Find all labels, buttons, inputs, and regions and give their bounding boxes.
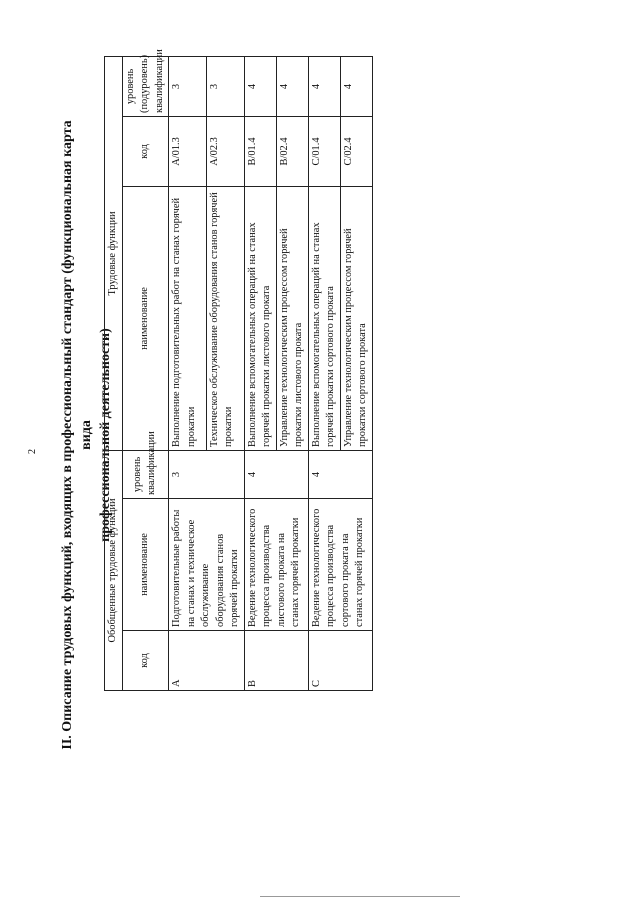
header-generalized: Обобщенные трудовые функции <box>105 450 123 690</box>
function-name: Управление технологическим процессом горячей прокатки листового проката <box>276 186 308 450</box>
function-level: 4 <box>276 56 308 116</box>
header-function-name: наименование <box>122 186 169 450</box>
section-title-line-2: профессиональной деятельности) <box>98 328 113 542</box>
function-code: B/01.4 <box>244 116 276 186</box>
function-code: A/02.3 <box>206 116 244 186</box>
header-labor-functions: Трудовые функции <box>105 56 123 450</box>
gen-name: Подготовительные работы на станах и техническое обслуживание оборудования станов горячей прокатки <box>169 499 245 631</box>
table-row <box>169 56 207 690</box>
table-row <box>244 56 276 690</box>
gen-code: A <box>169 631 245 691</box>
header-function-level: уровень (подуровень) квалификации <box>122 56 169 116</box>
function-name: Выполнение вспомогательных операций на станах горячей прокатки листового проката <box>244 186 276 450</box>
function-level: 3 <box>169 56 207 116</box>
functional-map-table <box>104 49 373 691</box>
function-code: A/01.3 <box>169 116 207 186</box>
header-row-2 <box>122 56 169 690</box>
function-name: Выполнение подготовительных работ на станах горячей прокатки <box>169 186 207 450</box>
function-code: C/02.4 <box>340 116 372 186</box>
function-level: 4 <box>308 56 340 116</box>
function-code: C/01.4 <box>308 116 340 186</box>
function-name: Техническое обслуживание оборудования станов горячей прокатки <box>206 186 244 450</box>
function-level: 3 <box>206 56 244 116</box>
header-name: наименование <box>122 499 169 631</box>
function-level: 4 <box>244 56 276 116</box>
gen-level: 4 <box>308 450 372 498</box>
header-row-1 <box>105 56 123 690</box>
section-title-line-1: II. Описание трудовых функций, входящих в профессиональный стандарт (функциональная карта вида <box>60 120 94 750</box>
gen-code: B <box>244 631 308 691</box>
header-function-code: код <box>122 116 169 186</box>
page-number: 2 <box>27 449 38 454</box>
gen-code: C <box>308 631 372 691</box>
gen-level: 4 <box>244 450 308 498</box>
scan-edge-mark <box>260 896 460 905</box>
header-code: код <box>122 631 169 691</box>
function-name: Выполнение вспомогательных операций на станах горячей прокатки сортового проката <box>308 186 340 450</box>
function-level: 4 <box>340 56 372 116</box>
table-row <box>308 56 340 690</box>
function-code: B/02.4 <box>276 116 308 186</box>
gen-name: Ведение технологического процесса производства сортового проката на станах горячей прокатки <box>308 499 372 631</box>
header-level: уровень квалификации <box>122 450 169 498</box>
gen-level: 3 <box>169 450 245 498</box>
gen-name: Ведение технологического процесса производства листового проката на станах горячей прокатки <box>244 499 308 631</box>
function-name: Управление технологическим процессом горячей прокатки сортового проката <box>340 186 372 450</box>
